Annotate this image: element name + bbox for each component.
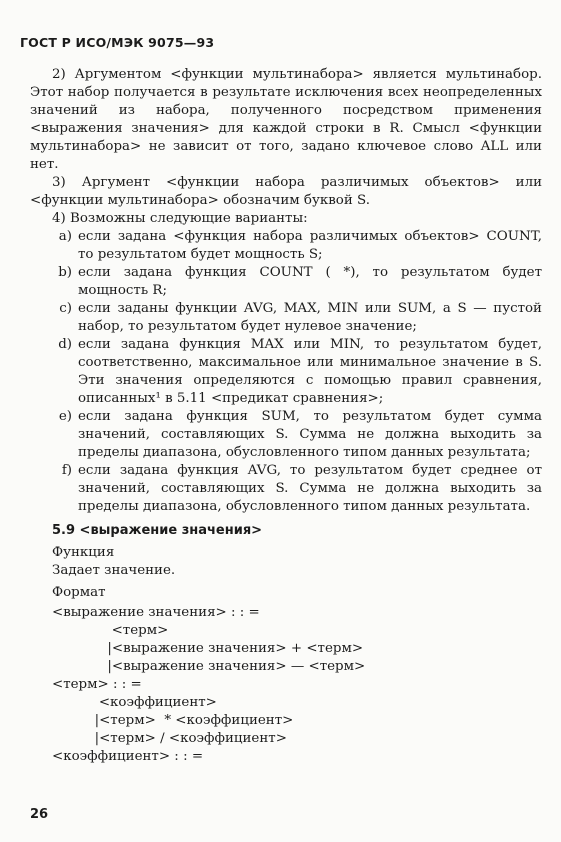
list-item-label: d) [58,337,72,352]
list-item-label: a) [58,229,72,244]
list-item [30,462,542,516]
format-label: Формат [52,585,106,600]
grammar-line: |<выражение значения> + <терм> [52,641,364,656]
list-item-text: если заданы функции AVG, MAX, MIN или SUM, а S — пустой набор, то результатом будет нулевое значение; [78,301,542,334]
paragraph-4: 4) Возможны следующие варианты: [52,211,308,226]
list-item [30,408,542,462]
list-item-label: e) [58,409,72,424]
grammar-line: |<терм> / <коэффициент> [52,731,287,746]
function-text: Задает значение. [52,563,176,578]
list-item-text: если задана функция AVG, то результатом будет среднее от значений, составляющих S. Сумма не должна выходить за пределы диапазона, обусловленного типом данных результата. [78,463,542,514]
page-number: 26 [30,807,49,822]
grammar-block [30,604,542,766]
function-label: Функция [52,545,115,560]
list-item-text: если задана функция MAX или MIN, то результатом будет, соответственно, максимальное или минимальное значение в S. Эти значения определяются с помощью правил сравнения, описанных¹ в 5.11 <предикат сравнения>; [78,337,542,406]
list-item [30,300,542,336]
body-text [30,66,542,766]
list-item-label: c) [59,301,72,316]
grammar-line: <коэффициент> : : = [52,749,204,764]
list-item-text: если задана функция SUM, то результатом будет сумма значений, составляющих S. Сумма не должна выходить за пределы диапазона, обусловленного типом данных результата; [78,409,542,460]
list-item [30,228,542,264]
page-header: ГОСТ Р ИСО/МЭК 9075—93 [20,35,215,50]
section-heading: 5.9 <выражение значения> [52,523,263,538]
grammar-line: |<выражение значения> — <терм> [52,659,366,674]
grammar-line: |<терм> * <коэффициент> [52,713,294,728]
list-item-label: b) [58,265,72,280]
grammar-line: <коэффициент> [52,695,217,710]
list-item-text: если задана <функция набора различимых объектов> COUNT, то результатом будет мощность S; [78,229,542,262]
list-item-text: если задана функция COUNT ( *), то результатом будет мощность R; [78,265,542,298]
grammar-line: <терм> : : = [52,677,142,692]
list-item-label: f) [61,463,72,478]
grammar-line: <терм> [52,623,169,638]
paragraph-3: 3) Аргумент <функции набора различимых объектов> или <функции мультинабора> обозначим буквой S. [30,175,542,208]
list-item [30,336,542,408]
paragraph-2: 2) Аргументом <функции мультинабора> является мультинабор. Этот набор получается в результате исключения всех неопределенных значений из набора, полученного посредством применения <выражения значения> для каждой строки в R. Смысл <функции мультинабора> не зависит от того, задано ключевое слово ALL или нет. [30,67,542,172]
grammar-line: <выражение значения> : : = [52,605,260,620]
list-item [30,264,542,300]
